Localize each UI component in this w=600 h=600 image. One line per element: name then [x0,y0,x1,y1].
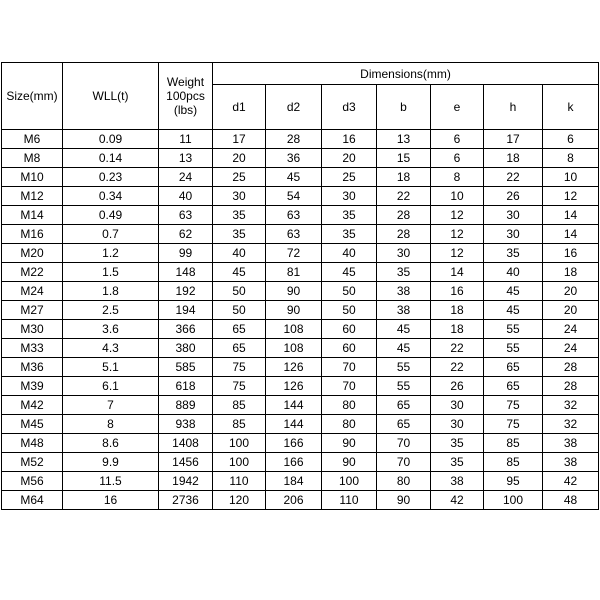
table-row [2,358,599,377]
size-cell: M20 [2,244,63,263]
wll-cell: 3.6 [63,320,159,339]
table-row [2,225,599,244]
e-cell: 14 [431,263,484,282]
e-cell: 16 [431,282,484,301]
k-cell: 10 [543,168,599,187]
size-cell: M27 [2,301,63,320]
wll-cell: 0.34 [63,187,159,206]
size-cell: M30 [2,320,63,339]
wll-cell: 6.1 [63,377,159,396]
weight-cell: 1942 [159,472,213,491]
d2-cell: 144 [266,415,322,434]
e-cell: 12 [431,225,484,244]
size-cell: M16 [2,225,63,244]
wll-cell: 8.6 [63,434,159,453]
size-cell: M64 [2,491,63,510]
d3-cell: 60 [322,339,377,358]
d3-cell: 16 [322,130,377,149]
b-cell: 80 [377,472,431,491]
weight-cell: 40 [159,187,213,206]
d3-cell: 20 [322,149,377,168]
d2-cell: 72 [266,244,322,263]
d3-cell: 40 [322,244,377,263]
weight-cell: 192 [159,282,213,301]
h-cell: 26 [484,187,543,206]
e-cell: 22 [431,339,484,358]
d1-cell: 100 [213,453,266,472]
b-cell: 70 [377,453,431,472]
d2-cell: 206 [266,491,322,510]
d1-cell: 85 [213,396,266,415]
d2-cell: 126 [266,377,322,396]
h-cell: 30 [484,206,543,225]
k-cell: 28 [543,358,599,377]
d2-cell: 63 [266,225,322,244]
b-cell: 28 [377,206,431,225]
weight-cell: 2736 [159,491,213,510]
table-row [2,415,599,434]
h-cell: 35 [484,244,543,263]
weight-cell: 62 [159,225,213,244]
d2-cell: 36 [266,149,322,168]
k-cell: 38 [543,453,599,472]
h-cell: 55 [484,320,543,339]
b-cell: 35 [377,263,431,282]
k-cell: 24 [543,320,599,339]
e-cell: 8 [431,168,484,187]
k-header: k [543,85,599,130]
d3-cell: 35 [322,206,377,225]
d2-cell: 108 [266,339,322,358]
table-row [2,244,599,263]
wll-cell: 1.5 [63,263,159,282]
d3-header: d3 [322,85,377,130]
d2-cell: 63 [266,206,322,225]
table-row [2,282,599,301]
k-cell: 32 [543,396,599,415]
wll-cell: 0.14 [63,149,159,168]
table-row [2,377,599,396]
k-cell: 20 [543,282,599,301]
d2-cell: 144 [266,396,322,415]
d1-cell: 20 [213,149,266,168]
d2-cell: 54 [266,187,322,206]
wll-cell: 2.5 [63,301,159,320]
weight-header-line2: 100pcs [166,89,205,103]
d2-header: d2 [266,85,322,130]
size-cell: M14 [2,206,63,225]
d3-cell: 90 [322,453,377,472]
table-row [2,396,599,415]
d2-cell: 166 [266,434,322,453]
weight-cell: 148 [159,263,213,282]
weight-header [159,63,213,130]
table-row [2,263,599,282]
e-cell: 22 [431,358,484,377]
wll-cell: 5.1 [63,358,159,377]
h-cell: 95 [484,472,543,491]
k-cell: 14 [543,225,599,244]
d1-cell: 65 [213,339,266,358]
d2-cell: 81 [266,263,322,282]
e-cell: 35 [431,434,484,453]
size-cell: M10 [2,168,63,187]
b-cell: 70 [377,434,431,453]
size-cell: M6 [2,130,63,149]
weight-cell: 11 [159,130,213,149]
b-cell: 30 [377,244,431,263]
h-cell: 85 [484,453,543,472]
size-cell: M8 [2,149,63,168]
wll-cell: 1.2 [63,244,159,263]
size-cell: M56 [2,472,63,491]
b-cell: 45 [377,320,431,339]
d1-cell: 65 [213,320,266,339]
d1-cell: 50 [213,301,266,320]
d1-cell: 40 [213,244,266,263]
size-cell: M48 [2,434,63,453]
k-cell: 32 [543,415,599,434]
d2-cell: 108 [266,320,322,339]
wll-cell: 7 [63,396,159,415]
b-cell: 45 [377,339,431,358]
e-cell: 42 [431,491,484,510]
b-cell: 38 [377,282,431,301]
weight-header-line1: Weight [166,75,205,89]
d1-header: d1 [213,85,266,130]
h-cell: 45 [484,301,543,320]
b-cell: 18 [377,168,431,187]
h-cell: 100 [484,491,543,510]
d3-cell: 100 [322,472,377,491]
d1-cell: 85 [213,415,266,434]
h-cell: 17 [484,130,543,149]
e-cell: 38 [431,472,484,491]
k-cell: 20 [543,301,599,320]
table-row [2,472,599,491]
weight-cell: 889 [159,396,213,415]
b-cell: 55 [377,377,431,396]
b-cell: 13 [377,130,431,149]
d2-cell: 126 [266,358,322,377]
size-cell: M12 [2,187,63,206]
weight-header-line3: (lbs) [173,103,198,117]
d3-cell: 60 [322,320,377,339]
table-row [2,149,599,168]
weight-cell: 13 [159,149,213,168]
specification-table [1,62,599,510]
table-row [2,301,599,320]
d2-cell: 166 [266,453,322,472]
table-row [2,434,599,453]
table-row [2,339,599,358]
b-header: b [377,85,431,130]
size-cell: M22 [2,263,63,282]
size-header: Size(mm) [2,63,63,130]
e-cell: 6 [431,130,484,149]
table-body [2,130,599,510]
wll-cell: 0.09 [63,130,159,149]
d1-cell: 75 [213,358,266,377]
e-cell: 30 [431,396,484,415]
wll-cell: 4.3 [63,339,159,358]
weight-cell: 938 [159,415,213,434]
d3-cell: 35 [322,225,377,244]
wll-cell: 0.23 [63,168,159,187]
wll-cell: 1.8 [63,282,159,301]
size-cell: M33 [2,339,63,358]
size-cell: M39 [2,377,63,396]
weight-cell: 380 [159,339,213,358]
table-row [2,130,599,149]
wll-cell: 9.9 [63,453,159,472]
h-cell: 65 [484,377,543,396]
wll-header: WLL(t) [63,63,159,130]
d2-cell: 45 [266,168,322,187]
weight-cell: 99 [159,244,213,263]
d3-cell: 30 [322,187,377,206]
b-cell: 28 [377,225,431,244]
d1-cell: 50 [213,282,266,301]
size-cell: M24 [2,282,63,301]
h-cell: 75 [484,396,543,415]
k-cell: 8 [543,149,599,168]
d1-cell: 35 [213,206,266,225]
k-cell: 48 [543,491,599,510]
k-cell: 38 [543,434,599,453]
d1-cell: 35 [213,225,266,244]
d3-cell: 80 [322,415,377,434]
d3-cell: 80 [322,396,377,415]
table-row [2,168,599,187]
weight-cell: 24 [159,168,213,187]
e-header: e [431,85,484,130]
h-cell: 65 [484,358,543,377]
d3-cell: 90 [322,434,377,453]
d1-cell: 100 [213,434,266,453]
wll-cell: 0.49 [63,206,159,225]
size-cell: M36 [2,358,63,377]
d1-cell: 45 [213,263,266,282]
d3-cell: 25 [322,168,377,187]
wll-cell: 11.5 [63,472,159,491]
d1-cell: 25 [213,168,266,187]
d2-cell: 90 [266,282,322,301]
d3-cell: 45 [322,263,377,282]
dimensions-header: Dimensions(mm) [213,63,599,85]
h-header: h [484,85,543,130]
table-row [2,320,599,339]
b-cell: 38 [377,301,431,320]
wll-cell: 8 [63,415,159,434]
h-cell: 18 [484,149,543,168]
e-cell: 18 [431,320,484,339]
d2-cell: 184 [266,472,322,491]
k-cell: 16 [543,244,599,263]
b-cell: 65 [377,396,431,415]
e-cell: 30 [431,415,484,434]
k-cell: 14 [543,206,599,225]
d1-cell: 17 [213,130,266,149]
d1-cell: 75 [213,377,266,396]
b-cell: 22 [377,187,431,206]
h-cell: 55 [484,339,543,358]
d3-cell: 50 [322,282,377,301]
table-row [2,491,599,510]
d1-cell: 30 [213,187,266,206]
k-cell: 18 [543,263,599,282]
h-cell: 22 [484,168,543,187]
k-cell: 28 [543,377,599,396]
size-cell: M45 [2,415,63,434]
h-cell: 75 [484,415,543,434]
b-cell: 90 [377,491,431,510]
d1-cell: 120 [213,491,266,510]
e-cell: 10 [431,187,484,206]
b-cell: 15 [377,149,431,168]
h-cell: 45 [484,282,543,301]
weight-cell: 1408 [159,434,213,453]
k-cell: 24 [543,339,599,358]
h-cell: 30 [484,225,543,244]
wll-cell: 16 [63,491,159,510]
d2-cell: 28 [266,130,322,149]
h-cell: 40 [484,263,543,282]
d2-cell: 90 [266,301,322,320]
weight-cell: 63 [159,206,213,225]
e-cell: 18 [431,301,484,320]
b-cell: 65 [377,415,431,434]
weight-cell: 618 [159,377,213,396]
e-cell: 12 [431,206,484,225]
wll-cell: 0.7 [63,225,159,244]
d1-cell: 110 [213,472,266,491]
d3-cell: 50 [322,301,377,320]
d3-cell: 70 [322,377,377,396]
e-cell: 35 [431,453,484,472]
b-cell: 55 [377,358,431,377]
d3-cell: 70 [322,358,377,377]
size-cell: M42 [2,396,63,415]
table-row [2,187,599,206]
table-row [2,453,599,472]
weight-cell: 366 [159,320,213,339]
k-cell: 6 [543,130,599,149]
header-row-top [2,63,599,85]
size-cell: M52 [2,453,63,472]
table-row [2,206,599,225]
table-header [2,63,599,130]
h-cell: 85 [484,434,543,453]
e-cell: 12 [431,244,484,263]
e-cell: 26 [431,377,484,396]
weight-cell: 585 [159,358,213,377]
weight-cell: 1456 [159,453,213,472]
weight-cell: 194 [159,301,213,320]
e-cell: 6 [431,149,484,168]
d3-cell: 110 [322,491,377,510]
k-cell: 12 [543,187,599,206]
k-cell: 42 [543,472,599,491]
